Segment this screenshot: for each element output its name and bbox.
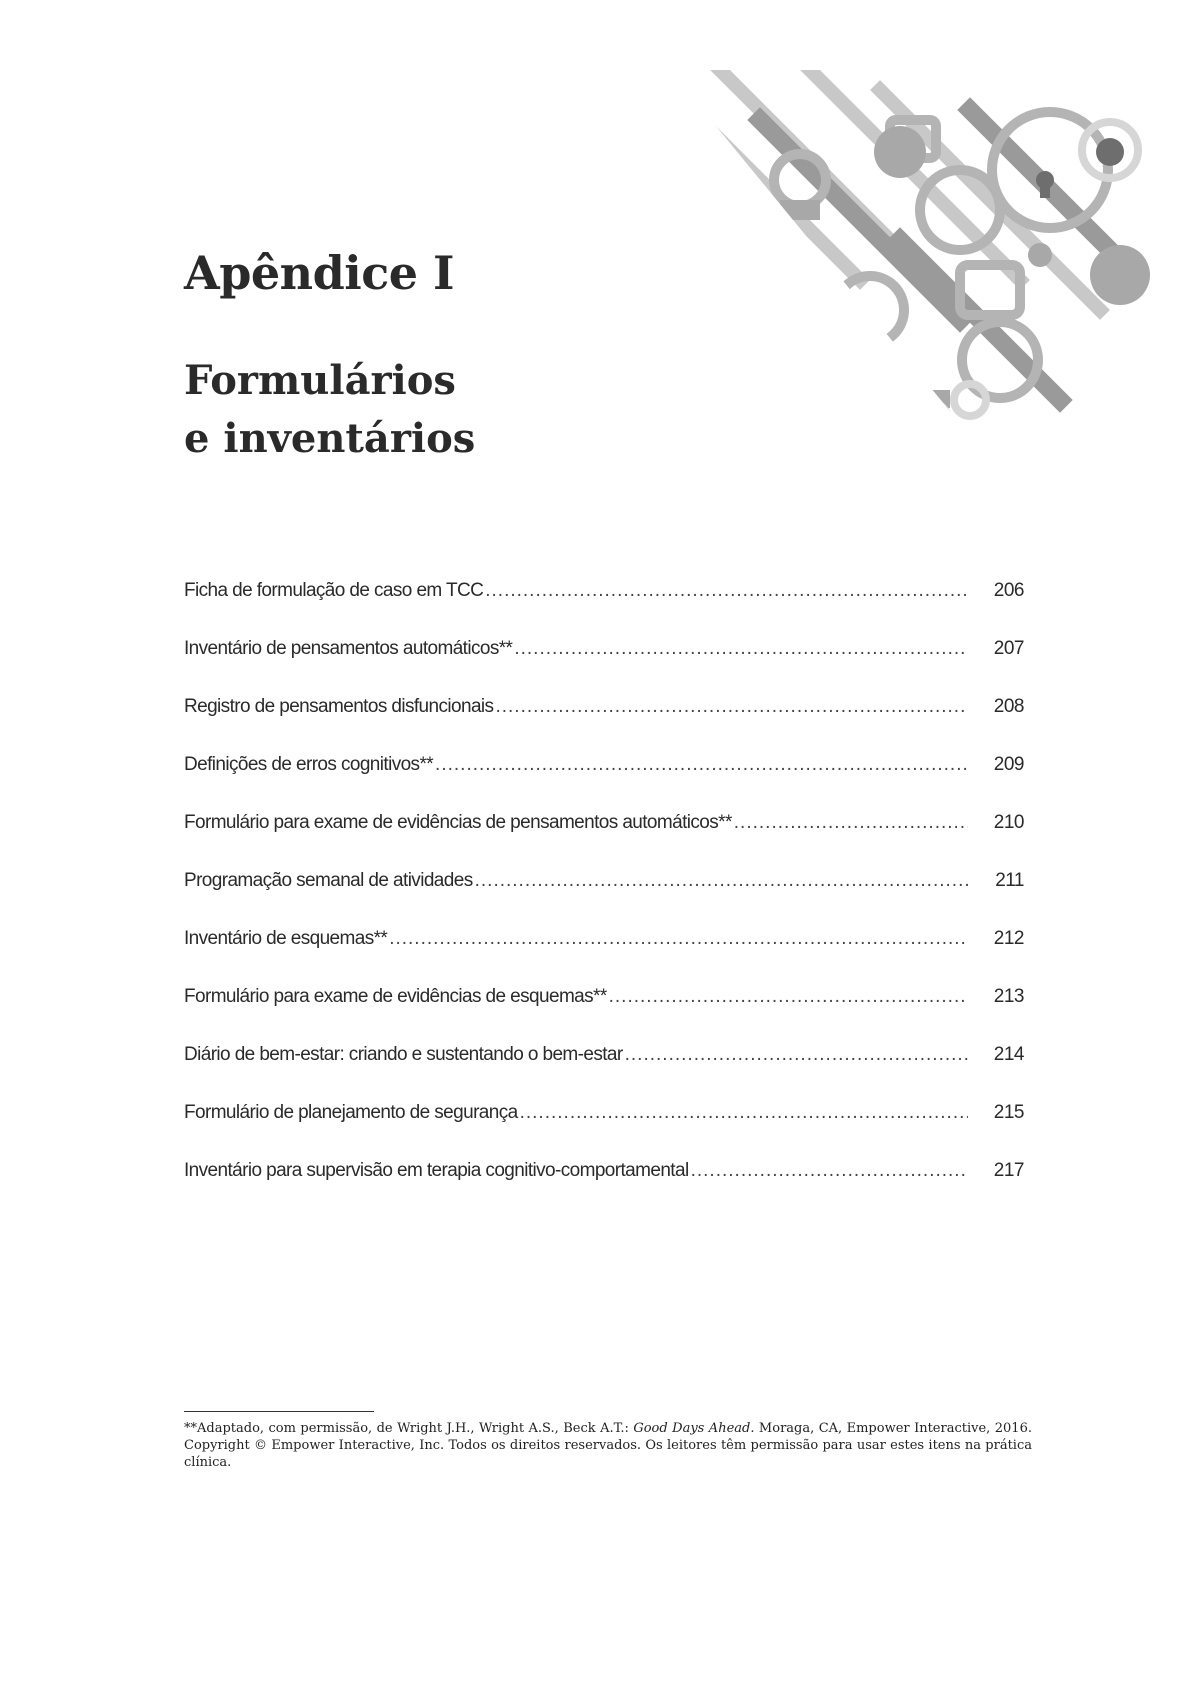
toc-item-title: Inventário de esquemas** (184, 928, 388, 949)
toc-leader-dots (734, 812, 968, 834)
toc-item-page: 213 (993, 986, 1024, 1007)
toc-leader-dots (475, 870, 968, 892)
toc-leader-dots (495, 696, 968, 718)
toc-leader-dots (389, 928, 968, 950)
toc-item[interactable] (184, 870, 1024, 928)
toc-leader-dots (520, 1102, 968, 1124)
toc-item-title: Registro de pensamentos disfuncionais (184, 696, 494, 717)
toc-item[interactable] (184, 696, 1024, 754)
toc-item-page: 212 (993, 928, 1024, 949)
toc-item-page: 210 (993, 812, 1024, 833)
toc-item[interactable] (184, 1044, 1024, 1102)
footnote (184, 1420, 1032, 1471)
keys-illustration-icon (660, 60, 1160, 460)
toc-item-page: 209 (993, 754, 1024, 775)
toc-item-title: Formulário para exame de evidências de pensamentos automáticos** (184, 812, 732, 833)
section-title (184, 352, 475, 468)
toc-item-title: Diário de bem-estar: criando e sustentando o bem-estar (184, 1044, 623, 1065)
toc-item[interactable] (184, 928, 1024, 986)
toc-leader-dots (625, 1044, 968, 1066)
toc-item-page: 215 (993, 1102, 1024, 1123)
footnote-suffix: Moraga, CA, Empower Interactive, 2016. Copyright © Empower Interactive, Inc. Todos os direitos reservados. Os leitores têm permissão para usar estes itens na prática clínica. (184, 1421, 1032, 1470)
section-title-line2: e inventários (184, 415, 476, 462)
toc-item-page: 208 (993, 696, 1024, 717)
toc-item-title: Inventário para supervisão em terapia cognitivo-comportamental (184, 1160, 689, 1181)
toc-leader-dots (514, 638, 968, 660)
toc-item[interactable] (184, 986, 1024, 1044)
toc-item-page: 217 (993, 1160, 1024, 1181)
appendix-title: Apêndice I (184, 246, 455, 300)
footnote-divider (184, 1411, 374, 1412)
toc-item-title: Formulário de planejamento de segurança (184, 1102, 518, 1123)
toc-item-page: 214 (993, 1044, 1024, 1065)
toc-item-page: 206 (993, 580, 1024, 601)
toc-leader-dots (609, 986, 968, 1008)
table-of-contents (184, 580, 1024, 1218)
toc-leader-dots (691, 1160, 968, 1182)
toc-leader-dots (485, 580, 968, 602)
toc-item-title: Formulário para exame de evidências de esquemas** (184, 986, 607, 1007)
toc-item[interactable] (184, 1102, 1024, 1160)
toc-item-title: Inventário de pensamentos automáticos** (184, 638, 513, 659)
toc-item[interactable] (184, 812, 1024, 870)
footnote-book-title: Good Days Ahead. (633, 1421, 755, 1436)
toc-item-title: Ficha de formulação de caso em TCC (184, 580, 484, 601)
toc-item[interactable] (184, 580, 1024, 638)
section-title-line1: Formulários (184, 357, 456, 404)
toc-item-page: 207 (993, 638, 1024, 659)
toc-item[interactable] (184, 1160, 1024, 1218)
toc-leader-dots (435, 754, 968, 776)
toc-item-page: 211 (995, 870, 1024, 891)
toc-item[interactable] (184, 638, 1024, 696)
toc-item[interactable] (184, 754, 1024, 812)
toc-item-title: Definições de erros cognitivos** (184, 754, 434, 775)
footnote-prefix: **Adaptado, com permissão, de Wright J.H., Wright A.S., Beck A.T.: (184, 1421, 634, 1436)
toc-item-title: Programação semanal de atividades (184, 870, 473, 891)
